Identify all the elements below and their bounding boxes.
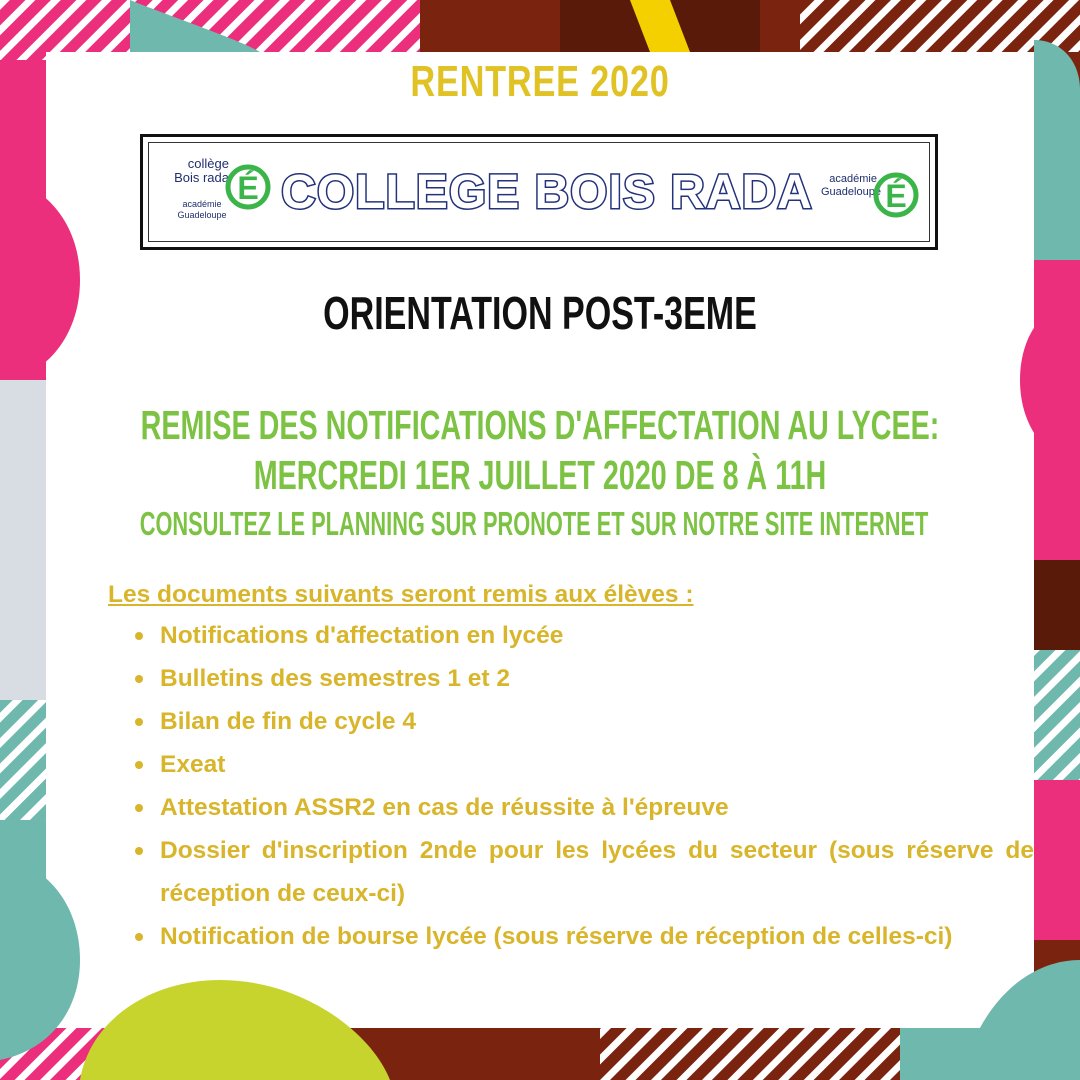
notice-line-1: REMISE DES NOTIFICATIONS D'AFFECTATION AU LYCEE: xyxy=(140,402,940,448)
e-logo-icon xyxy=(873,161,919,223)
banner-academie-line: académie xyxy=(182,199,222,209)
list-item: Bilan de fin de cycle 4 xyxy=(160,700,1034,743)
e-logo-icon xyxy=(225,153,271,215)
banner-right-academie xyxy=(821,173,881,199)
documents-list xyxy=(108,614,1034,958)
banner-academie-line: Guadeloupe xyxy=(177,210,227,220)
content-card xyxy=(46,52,1034,1028)
banner-school-name: COLLEGE BOIS RADA xyxy=(281,166,813,219)
notice-line-3: CONSULTEZ LE PLANNING SUR PRONOTE ET SUR NOTRE SITE INTERNET xyxy=(139,505,929,542)
banner-academie-line: académie xyxy=(829,173,877,185)
banner-left-academie xyxy=(173,199,231,221)
banner-inner-frame xyxy=(148,142,930,242)
documents-intro: Les documents suivants seront remis aux élèves : xyxy=(108,581,694,608)
banner-left-caption xyxy=(157,157,229,185)
list-item: Exeat xyxy=(160,743,1034,786)
banner-academie-line: Guadeloupe xyxy=(821,186,881,198)
list-item: Bulletins des semestres 1 et 2 xyxy=(160,657,1034,700)
section-subtitle: ORIENTATION POST-3EME xyxy=(323,287,757,339)
banner-caption-line: collège xyxy=(187,156,229,171)
list-item: Notification de bourse lycée (sous réserve de réception de celles-ci) xyxy=(160,915,1034,958)
list-item: Notifications d'affectation en lycée xyxy=(160,614,1034,657)
logo-letter: É xyxy=(885,178,907,214)
documents-section xyxy=(108,580,1034,958)
page-title: RENTREE 2020 xyxy=(410,57,670,106)
notice-line-2: MERCREDI 1ER JUILLET 2020 DE 8 À 11H xyxy=(253,452,827,498)
banner-caption-line: Bois rada xyxy=(174,170,229,185)
school-banner xyxy=(140,134,938,250)
list-item: Attestation ASSR2 en cas de réussite à l'épreuve xyxy=(160,786,1034,829)
logo-letter: É xyxy=(237,170,259,206)
list-item: Dossier d'inscription 2nde pour les lycées du secteur (sous réserve de réception de ceux-ci) xyxy=(160,829,1034,915)
